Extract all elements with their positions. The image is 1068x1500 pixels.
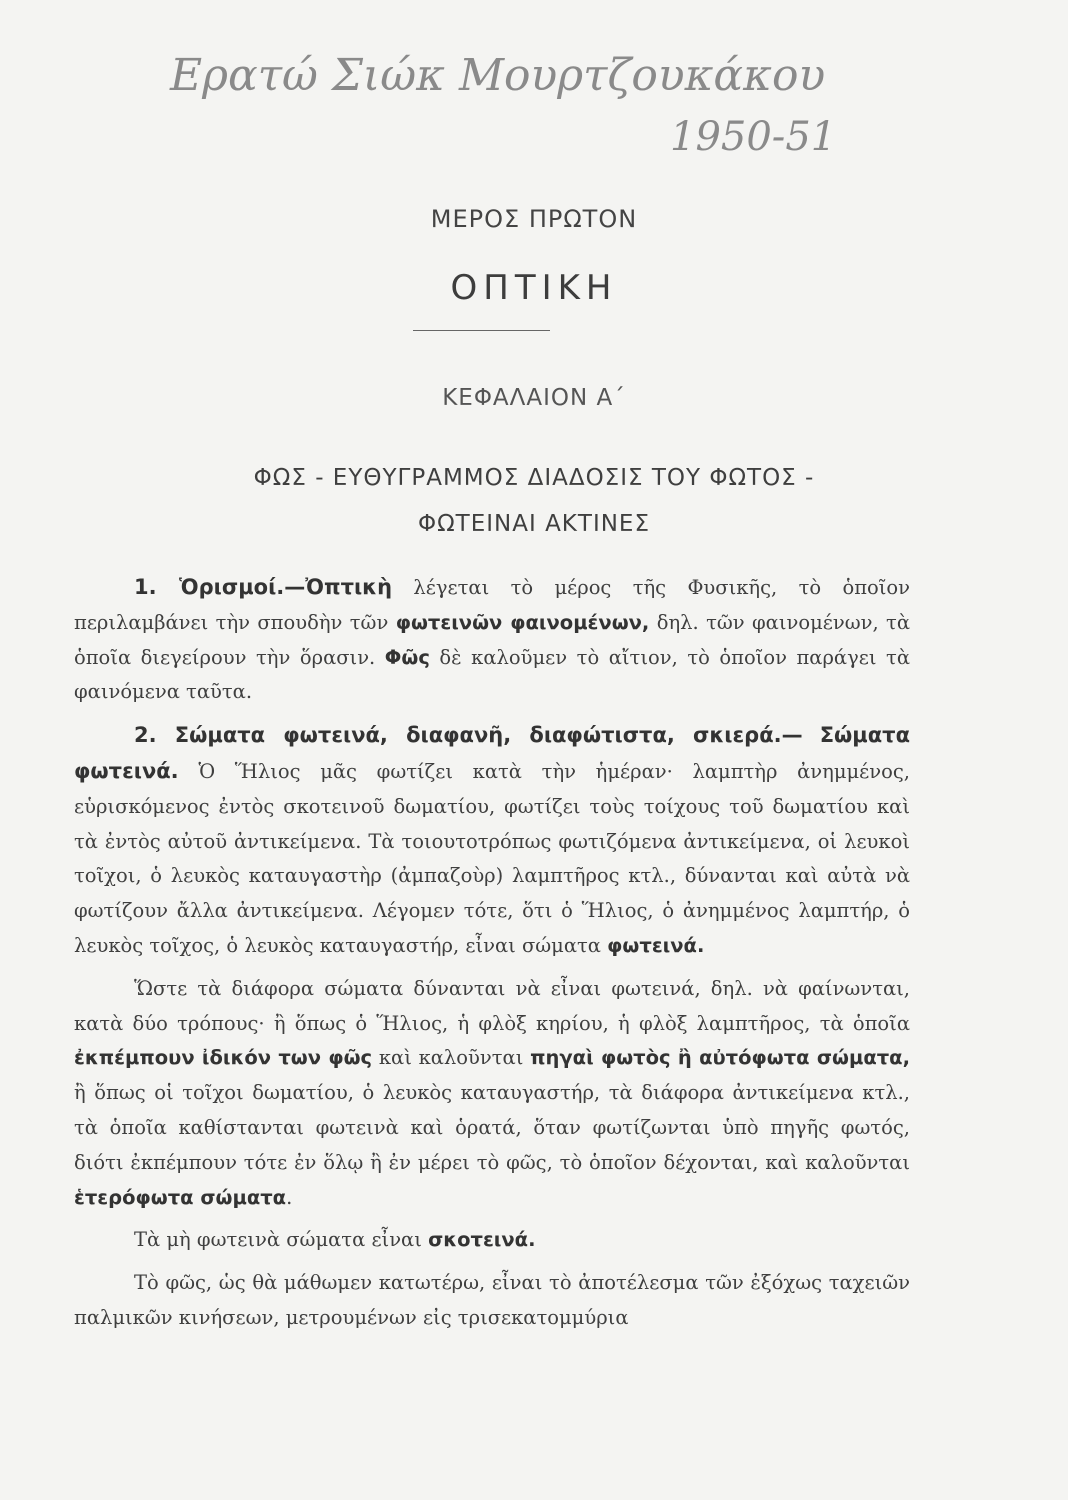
paragraph-two-ways: Ὥστε τὰ διάφορα σώματα δύνανται νὰ εἶναι φωτεινά, δηλ. νὰ φαίνωνται, κατὰ δύο τρόπους· ἢ ὅπως ὁ Ἥλιος, ἡ φλὸξ κηρίου, ἡ φλὸξ λαμπτῆρος, τὰ ὁποῖα ἐκπέμπουν ἰδικόν των φῶς καὶ καλοῦνται πηγαὶ φωτὸς ἢ αὐτόφωτα σώματα, ἢ ὅπως οἱ τοῖχοι δωματίου, ὁ λευκὸς καταυγαστήρ, τὰ διάφορα ἀντικείμενα κτλ., τὰ ὁποῖα καθίστανται φωτεινὰ καὶ ὁρατά, ὅταν φωτίζωνται ὑπὸ πηγῆς φωτός, διότι ἐκπέμπουν τότε ἐν ὅλῳ ἢ ἐν μέρει τὸ φῶς, τὸ ὁποῖον δέχονται, καὶ καλοῦνται ἑτερόφωτα σώματα.	[74, 976, 910, 1209]
term-dark: σκοτεινά.	[428, 1228, 536, 1252]
chapter-heading: ΚΕΦΑΛΑΙΟΝ Α΄	[442, 385, 626, 411]
subject-heading: ΟΠΤΙΚΗ	[450, 268, 618, 308]
paragraph-definitions: 1. Ὁρισμοί.—Ὀπτικὴ λέγεται τὸ μέρος τῆς Φυσικῆς, τὸ ὁποῖον περιλαμβάνει τὴν σπουδὴν τῶν φωτεινῶν φαινομένων, δηλ. τῶν φαινομένων, τὰ ὁποῖα διεγείρουν τὴν ὅρασιν. Φῶς δὲ καλοῦμεν τὸ αἴτιον, τὸ ὁποῖον παράγει τὰ φαινόμενα ταῦτα.	[74, 575, 910, 704]
term-illuminated-bodies: ἑτερόφωτα σώματα	[74, 1185, 287, 1209]
chapter-title	[0, 455, 1068, 547]
handwritten-year: 1950-51	[670, 114, 837, 160]
divider-rule	[413, 330, 550, 331]
part-heading: ΜΕΡΟΣ ΠΡΩΤΟΝ	[430, 205, 638, 233]
handwritten-name: Ερατώ Σιώκ Μουρτζουκάκου	[170, 50, 826, 101]
term-luminous-phenomena: φωτεινῶν φαινομένων,	[395, 610, 650, 634]
paragraph-luminous-bodies: 2. Σώματα φωτεινά, διαφανῆ, διαφώτιστα, σκιερά.— Σώματα φωτεινά. Ὁ Ἥλιος μᾶς φωτίζει κατὰ τὴν ἡμέραν· λαμπτὴρ ἀνημμένος, εὑρισκόμενος ἐντὸς σκοτεινοῦ δωματίου, φωτίζει τοὺς τοίχους τοῦ δωματίου καὶ τὰ ἐντὸς αὐτοῦ ἀντικείμενα. Τὰ τοιουτοτρόπως φωτιζόμενα ἀντικείμενα, οἱ λευκοὶ τοῖχοι, ὁ λευκὸς καταυγαστὴρ (ἀμπαζοὺρ) λαμπτῆρος κτλ., δύνανται καὶ αὐτὰ νὰ φωτίζουν ἄλλα ἀντικείμενα. Λέγομεν τότε, ὅτι ὁ Ἥλιος, ὁ ἀνημμένος λαμπτήρ, ὁ λευκὸς τοῖχος, ὁ λευκὸς καταυγαστήρ, εἶναι σώματα φωτεινά.	[74, 723, 911, 957]
body-text	[74, 570, 910, 1336]
handwritten-inscription	[160, 20, 860, 160]
term-light-sources: πηγαὶ φωτὸς ἢ αὐτόφωτα σώματα,	[530, 1046, 910, 1070]
term-optics: Ὀπτικὴ	[305, 575, 393, 599]
section-heading-1: 1. Ὁρισμοί.—	[134, 575, 306, 599]
term-emit-own-light: ἐκπέμπουν ἰδικόν των φῶς	[74, 1046, 373, 1070]
chapter-title-line-1: ΦΩΣ - ΕΥΘΥΓΡΑΜΜΟΣ ΔΙΑΔΟΣΙΣ ΤΟΥ ΦΩΤΟΣ -	[253, 465, 815, 491]
term-luminous-bodies: Σώματα φωτεινά.	[74, 723, 911, 783]
section-heading-2: 2. Σώματα φωτεινά, διαφανῆ, διαφώτιστα, σκιερά.—	[134, 723, 803, 748]
term-luminous: φωτεινά.	[607, 933, 705, 957]
term-light: Φῶς	[384, 645, 430, 669]
chapter-title-line-2: ΦΩΤΕΙΝΑΙ ΑΚΤΙΝΕΣ	[418, 511, 650, 537]
paragraph-nature-of-light: Τὸ φῶς, ὡς θὰ μάθωμεν κατωτέρω, εἶναι τὸ ἀποτέλεσμα τῶν ἐξόχως ταχειῶν παλμικῶν κινήσεων, μετρουμένων εἰς τρισεκατομμύρια	[74, 1271, 910, 1329]
paragraph-dark-bodies: Τὰ μὴ φωτεινὰ σώματα εἶναι σκοτεινά.	[134, 1228, 536, 1252]
